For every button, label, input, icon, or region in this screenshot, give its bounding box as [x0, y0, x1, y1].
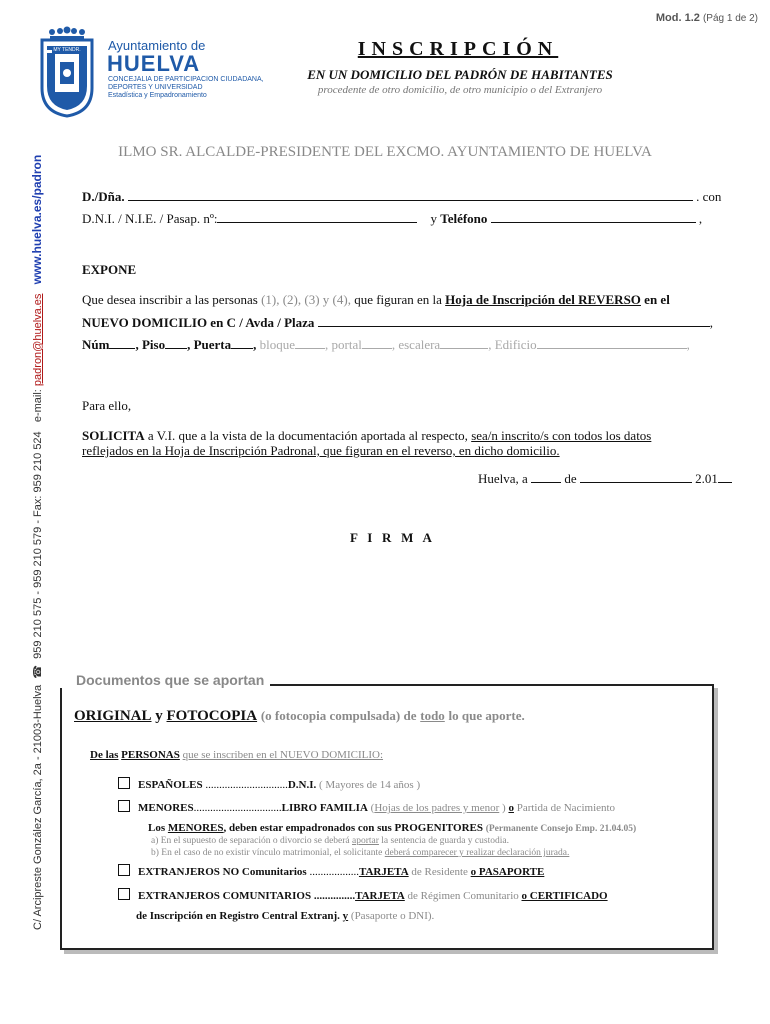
side-fax: Fax: 959 210 524 — [32, 431, 44, 517]
espanoles-checkbox[interactable] — [118, 777, 130, 789]
svg-text:MY TENDR.: MY TENDR. — [53, 47, 81, 53]
ayto-dept2: DEPORTES Y UNIVERSIDAD — [108, 84, 203, 91]
side-address: C/ Arcipreste González García, 2a - 21003-Huelva — [32, 684, 44, 930]
expone-line1: Que desea inscribir a las personas (1), (2), (3) y (4), que figuran en la Hoja de Inscripción del REVERSO en el — [82, 292, 670, 307]
row-espanoles: ESPAÑOLES ..............................D.N.I. ( Mayores de 14 años ) — [118, 777, 420, 791]
address-field[interactable] — [318, 314, 710, 327]
year-field[interactable] — [718, 470, 732, 483]
bloque-field[interactable] — [295, 336, 325, 349]
solicita-line1: SOLICITA a V.I. que a la vista de la documentación aportada al respecto, sea/n inscrito/s con todos los datos — [82, 428, 652, 443]
ayto-dept1: CONCEJALIA DE PARTICIPACION CIUDADANA, — [108, 76, 264, 83]
expone-line2: NUEVO DOMICILIO en C / Avda / Plaza , — [82, 315, 713, 330]
side-email-label: e-mail: — [32, 389, 44, 423]
separation-note-b: b) En el caso de no existir vínculo matrimonial, el solicitante deberá comparecer y realizar declaración jurada. — [151, 848, 570, 858]
registro-central: de Inscripción en Registro Central Extranj. y (Pasaporte o DNI). — [136, 910, 435, 922]
escalera-field[interactable] — [440, 336, 488, 349]
solicita-line2: reflejados en la Hoja de Inscripción Padronal, que figuran en el reverso, en dicho domicilio. — [82, 443, 560, 458]
addressee: ILMO SR. ALCALDE-PRESIDENTE DEL EXCMO. AYUNTAMIENTO DE HUELVA — [118, 144, 652, 160]
ayto-dept3: Estadística y Empadronamiento — [108, 92, 207, 99]
phone-icon: ☎ — [32, 664, 44, 679]
day-field[interactable] — [531, 470, 561, 483]
separation-note-a: a) En el supuesto de separación o divorcio se deberá aportar la sentencia de guarda y custodia. — [151, 836, 509, 846]
dni-line: D.N.I. / N.I.E. / Pasap. nº: y Teléfono , — [82, 211, 703, 226]
row-comunitarios: EXTRANJEROS COMUNITARIOS ...............TARJETA de Régimen Comunitario o CERTIFICADO — [118, 888, 608, 902]
docs-legend: Documentos que se aportan — [70, 672, 270, 688]
menores-checkbox[interactable] — [118, 800, 130, 812]
ayto-line2: HUELVA — [107, 51, 201, 76]
edificio-field[interactable] — [537, 336, 687, 349]
month-field[interactable] — [580, 470, 692, 483]
comunitarios-checkbox[interactable] — [118, 888, 130, 900]
name-field[interactable] — [128, 188, 693, 201]
side-phones: 959 210 575 - 959 210 579 - — [32, 520, 44, 659]
no-comunitarios-checkbox[interactable] — [118, 864, 130, 876]
portal-field[interactable] — [362, 336, 392, 349]
firma-label: F I R M A — [350, 530, 432, 545]
model-number: Mod. 1.2 (Pág 1 de 2) — [655, 12, 758, 24]
de-las-personas: De las PERSONAS que se inscriben en el NUEVO DOMICILIO: — [90, 749, 384, 761]
piso-field[interactable] — [165, 336, 187, 349]
phone-field[interactable] — [491, 210, 696, 223]
coat-of-arms-logo — [36, 26, 98, 118]
page-subtitle2: procedente de otro domicilio, de otro municipio o del Extranjero — [317, 84, 603, 96]
original-fotocopia-line: ORIGINAL y FOTOCOPIA (o fotocopia compulsada) de todo lo que aporte. — [74, 708, 525, 724]
dona-line: D./Dña. . con — [82, 189, 722, 204]
dni-field[interactable] — [217, 210, 417, 223]
menores-note: Los MENORES, deben estar empadronados con sus PROGENITORES (Permanente Consejo Emp. 21.04.05) — [148, 822, 637, 834]
expone-line3: Núm , Piso , Puerta , bloque , portal , escalera , Edificio , — [82, 337, 690, 352]
page-subtitle: EN UN DOMICILIO DEL PADRÓN DE HABITANTES — [307, 67, 613, 82]
para-ello: Para ello, — [82, 398, 132, 413]
row-no-comunitarios: EXTRANJEROS NO Comunitarios ..................TARJETA de Residente o PASAPORTE — [118, 864, 544, 878]
date-line: Huelva, a de 2.01 — [478, 470, 732, 487]
ayto-line1: Ayuntamiento de — [108, 38, 206, 53]
side-contact-info — [30, 155, 44, 930]
num-field[interactable] — [109, 336, 135, 349]
puerta-field[interactable] — [231, 336, 253, 349]
web-link[interactable]: www.huelva.es/padron — [30, 154, 44, 285]
email-link[interactable]: padron@huelva.es — [32, 293, 44, 387]
page-title: INSCRIPCIÓN — [357, 38, 559, 60]
expone-heading: EXPONE — [82, 262, 137, 277]
row-menores: MENORES................................LIBRO FAMILIA (Hojas de los padres y menor ) o Partida de Nacimiento — [118, 800, 615, 814]
